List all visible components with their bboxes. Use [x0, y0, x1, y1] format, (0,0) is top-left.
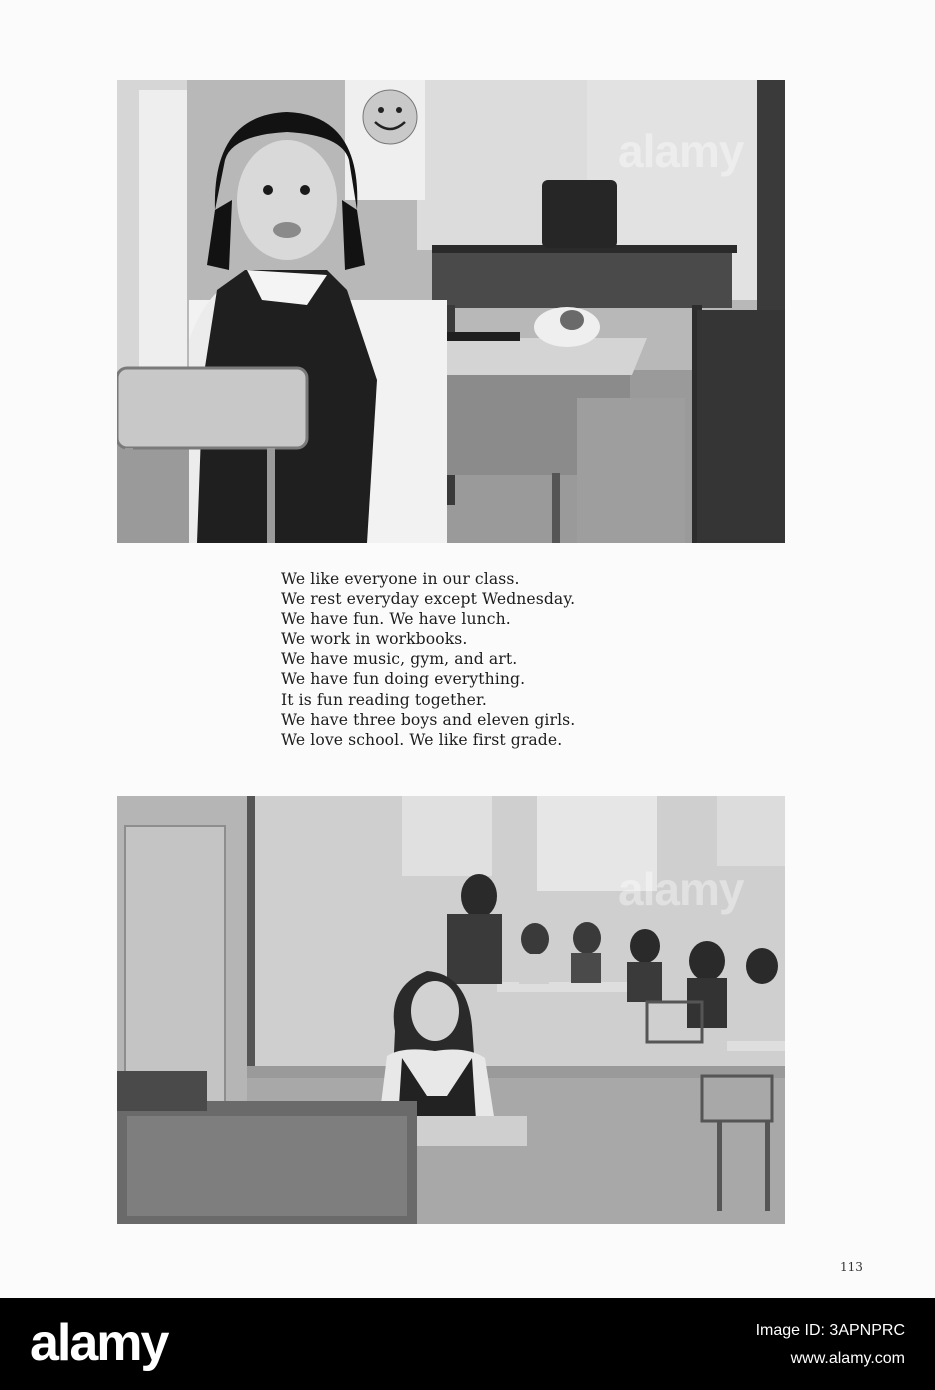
- lunchroom-photo: [117, 796, 785, 1224]
- page-number: 113: [840, 1260, 863, 1274]
- caption-line: It is fun reading together.: [281, 690, 487, 709]
- footer-url: www.alamy.com: [790, 1350, 905, 1367]
- caption-line: We rest everyday except Wednesday.: [281, 590, 576, 609]
- caption-line: We love school. We like first grade.: [281, 730, 563, 749]
- caption-line: We have fun. We have lunch.: [281, 610, 511, 629]
- caption-text: [281, 569, 701, 750]
- caption-line: We like everyone in our class.: [281, 570, 520, 588]
- caption-line: We have fun doing everything.: [281, 670, 526, 689]
- classroom-photo-girl-at-desk: [117, 80, 785, 543]
- footer-image-id: Image ID: 3APNPRC: [755, 1322, 905, 1339]
- caption-line: We have music, gym, and art.: [281, 650, 518, 669]
- caption-line: We have three boys and eleven girls.: [281, 710, 576, 729]
- watermark-text: alamy: [618, 125, 744, 177]
- footer-logo: alamy: [30, 1314, 168, 1372]
- caption-line: We work in workbooks.: [281, 630, 468, 649]
- watermark-text: alamy: [618, 863, 744, 915]
